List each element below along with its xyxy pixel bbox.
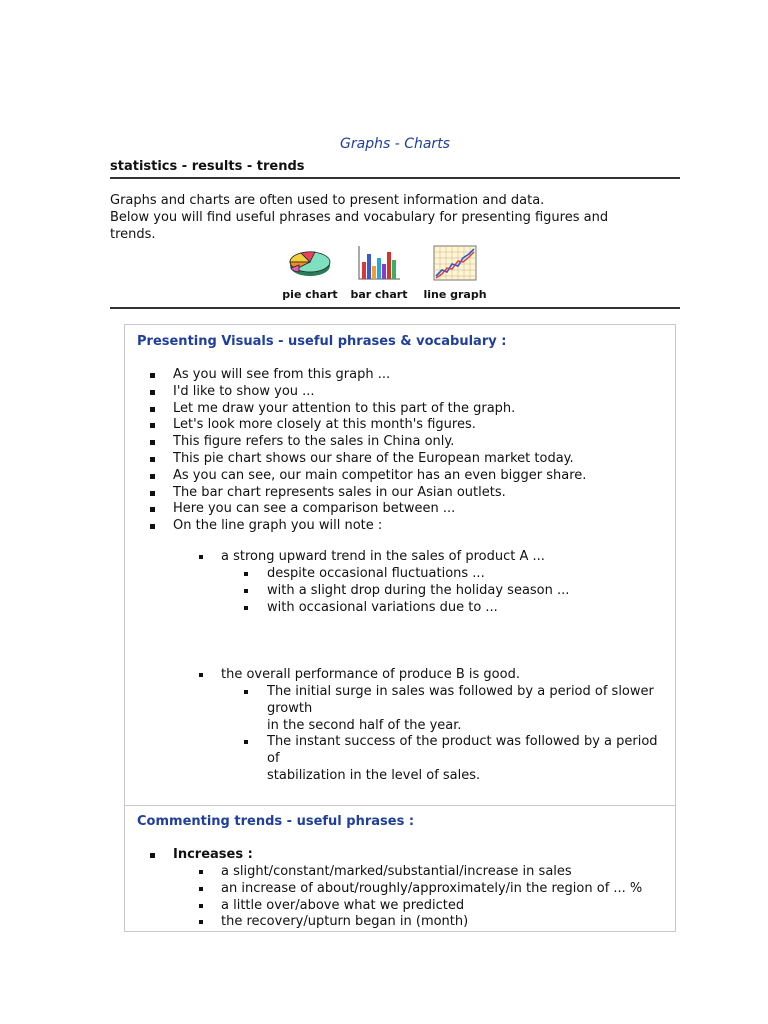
text-line: in the second half of the year. <box>267 717 462 733</box>
presenting-phrases-list <box>125 367 675 535</box>
divider <box>110 307 680 309</box>
trend-a-sublist <box>125 566 675 616</box>
list-item: Here you can see a comparison between ... <box>125 501 675 518</box>
list-item: Let's look more closely at this month's figures. <box>125 417 675 434</box>
intro-line-1: Graphs and charts are often used to present information and data. <box>110 193 545 208</box>
intro-text <box>110 192 650 243</box>
list-item: This figure refers to the sales in China only. <box>125 434 675 451</box>
pie-chart-icon <box>287 244 333 282</box>
list-item: a slight/constant/marked/substantial/increase in sales <box>125 864 675 881</box>
increases-sublist <box>125 864 675 931</box>
list-item: with a slight drop during the holiday season ... <box>125 583 675 600</box>
bar-chart-item <box>347 244 411 301</box>
list-item: despite occasional fluctuations ... <box>125 566 675 583</box>
divider <box>125 805 675 806</box>
list-item: the recovery/upturn began in (month) <box>125 914 675 931</box>
increases-list <box>125 847 675 864</box>
trend-b-sublist <box>125 684 673 785</box>
line-graph-item <box>420 244 490 301</box>
pie-chart-item <box>280 244 340 301</box>
pie-chart-label: pie chart <box>282 288 338 301</box>
list-item: This pie chart shows our share of the European market today. <box>125 451 675 468</box>
list-item <box>125 684 673 734</box>
list-item: with occasional variations due to ... <box>125 600 675 617</box>
list-item: a little over/above what we predicted <box>125 898 675 915</box>
list-item: an increase of about/roughly/approximately/in the region of ... % <box>125 881 675 898</box>
bar-chart-icon <box>356 244 402 282</box>
text-line: The initial surge in sales was followed by a period of slower growth <box>267 684 654 716</box>
list-item: a strong upward trend in the sales of product A ... <box>125 549 675 566</box>
page-title: Graphs - Charts <box>340 136 450 152</box>
line-graph-icon <box>432 244 478 282</box>
page-subtitle: statistics - results - trends <box>110 159 305 174</box>
chart-icons <box>280 244 500 308</box>
list-item: On the line graph you will note : <box>125 518 675 535</box>
list-item: The bar chart represents sales in our Asian outlets. <box>125 485 675 502</box>
section-heading-commenting-trends: Commenting trends - useful phrases : <box>137 814 415 829</box>
trend-b-list <box>125 667 675 684</box>
bar-chart-label: bar chart <box>350 288 408 301</box>
line-graph-label: line graph <box>423 288 487 301</box>
list-item: I'd like to show you ... <box>125 384 675 401</box>
list-item: As you can see, our main competitor has an even bigger share. <box>125 468 675 485</box>
section-heading-presenting-visuals: Presenting Visuals - useful phrases & vocabulary : <box>137 334 507 349</box>
intro-line-2: Below you will find useful phrases and vocabulary for presenting figures and trends. <box>110 210 609 242</box>
list-item-increases: Increases : <box>125 847 675 864</box>
list-item <box>125 734 673 784</box>
divider <box>110 177 680 179</box>
text-line: The instant success of the product was followed by a period of <box>267 734 658 767</box>
list-item: the overall performance of produce B is good. <box>125 667 675 684</box>
phrases-box <box>124 324 676 932</box>
list-item: Let me draw your attention to this part of the graph. <box>125 401 675 418</box>
trend-a-list <box>125 549 675 566</box>
list-item: As you will see from this graph ... <box>125 367 675 384</box>
text-line: stabilization in the level of sales. <box>267 767 481 783</box>
